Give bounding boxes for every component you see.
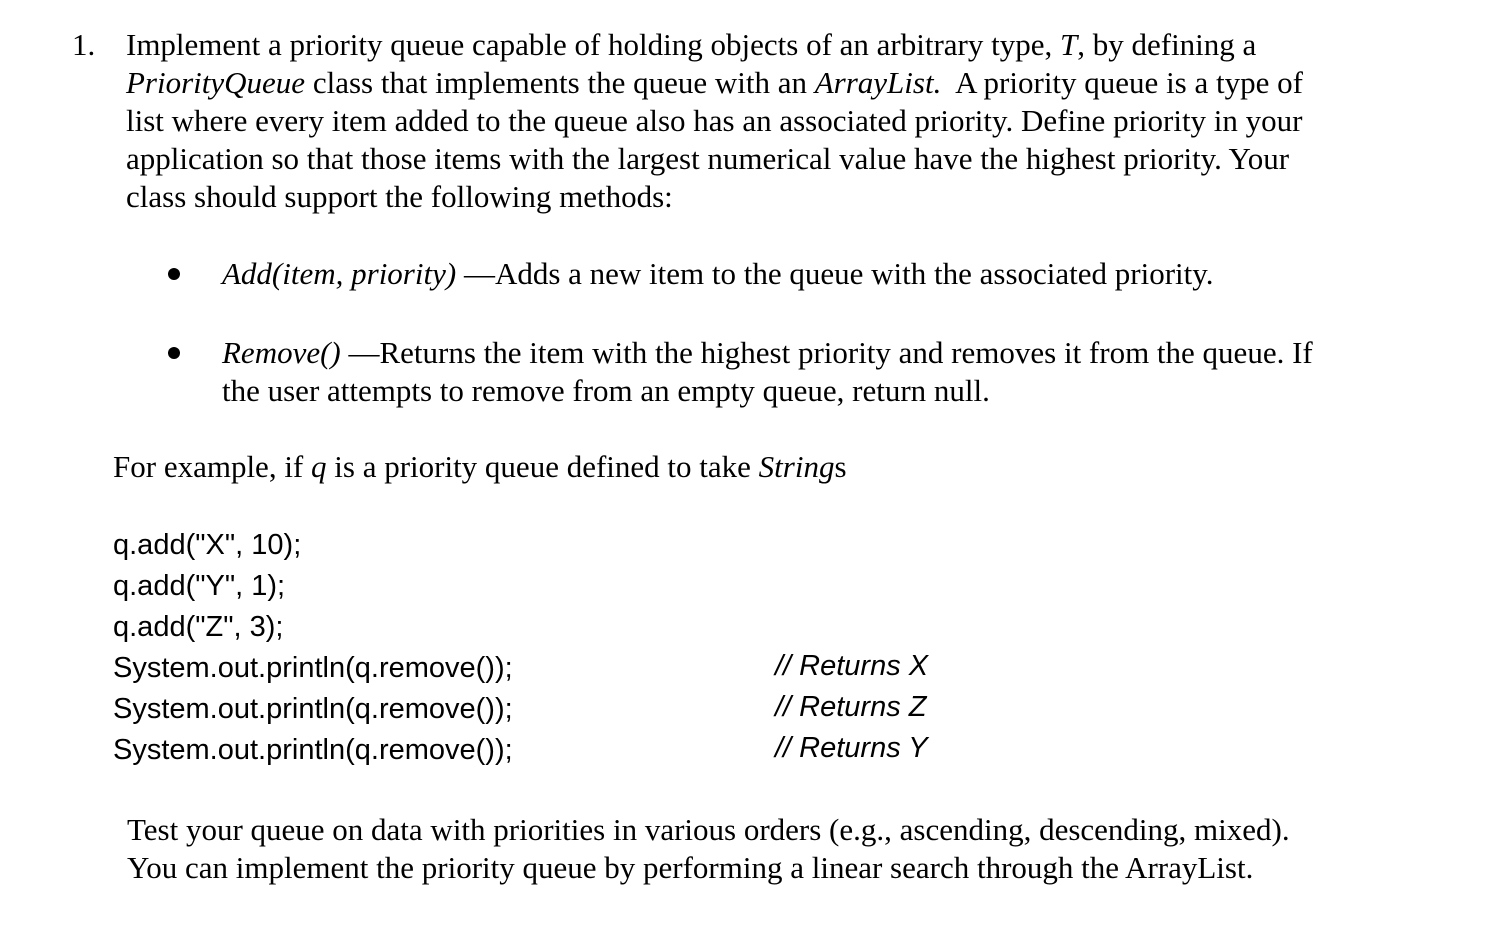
closing-line-2: You can implement the priority queue by performing a linear search through the ArrayList. (127, 850, 1254, 885)
code-line: System.out.println(q.remove()); (113, 693, 513, 725)
type-string: String (758, 449, 835, 484)
code-comment: // Returns X (775, 650, 929, 682)
method-remove: Remove() —Returns the item with the highest priority and removes it from the queue. If the user attempts to remove from an empty queue, return null. (222, 335, 1313, 408)
statement-line-4: application so that those items with the largest numerical value have the highest priority. Your (126, 141, 1290, 176)
code-comment: // Returns Y (775, 732, 928, 764)
var-q: q (311, 449, 327, 484)
method-signature: Add(item, priority) (222, 256, 457, 291)
problem-statement (126, 26, 1303, 216)
code-comments (775, 646, 928, 769)
class-name: PriorityQueue (126, 65, 306, 100)
problem-number: 1. (72, 27, 96, 62)
type-variable: T (1059, 27, 1078, 62)
code-block (113, 525, 513, 771)
example-intro: For example, if q is a priority queue defined to take Strings (113, 449, 847, 484)
method-signature: Remove() (222, 335, 341, 370)
statement-line-3: list where every item added to the queue also has an associated priority. Define priority in your (126, 103, 1303, 138)
closing-text (127, 811, 1290, 887)
code-line: q.add("Y", 1); (113, 570, 286, 602)
statement-line-5: class should support the following methods: (126, 179, 673, 214)
closing-line-1: Test your queue on data with priorities in various orders (e.g., ascending, descending, mixed). (127, 812, 1290, 847)
method-add: Add(item, priority) —Adds a new item to the queue with the associated priority. (222, 256, 1214, 291)
statement-line-2: PriorityQueue class that implements the queue with an ArrayList. A priority queue is a type of (126, 65, 1303, 100)
code-line: q.add("Z", 3); (113, 611, 284, 643)
statement-line-1: Implement a priority queue capable of holding objects of an arbitrary type, T, by defining a (126, 27, 1257, 62)
list-name: ArrayList. (814, 65, 942, 100)
code-line: System.out.println(q.remove()); (113, 652, 513, 684)
code-line: System.out.println(q.remove()); (113, 734, 513, 766)
bullet-dot-icon (168, 347, 180, 359)
code-line: q.add("X", 10); (113, 529, 302, 561)
code-comment: // Returns Z (775, 691, 927, 723)
bullet-dot-icon (168, 268, 180, 280)
method-desc-line-2: the user attempts to remove from an empty queue, return null. (222, 373, 990, 408)
